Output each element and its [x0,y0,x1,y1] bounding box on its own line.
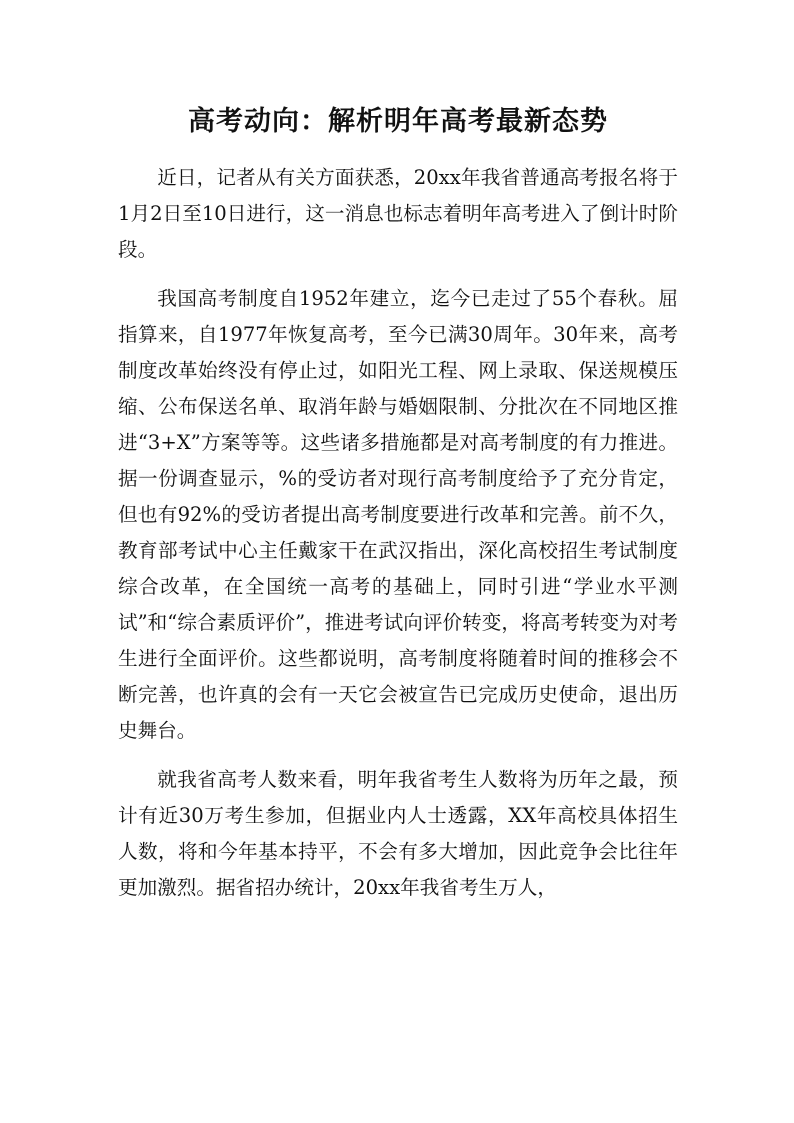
paragraph-registration: 近日，记者从有关方面获悉，20xx年我省普通高考报名将于1月2日至10日进行，这一消息也标志着明年高考进入了倒计时阶段。 [118,166,678,261]
document-title: 高考动向：解析明年高考最新态势 [188,106,608,137]
paragraph-candidate-numbers: 就我省高考人数来看，明年我省考生人数将为历年之最，预计有近30万考生参加，但据业内人士透露，XX年高校具体招生人数，将和今年基本持平，不会有多大增加，因此竞争会比往年更加激烈。据省招办统计，20xx年我省考生万人， [118,768,678,899]
document-page [118,100,678,919]
paragraph-exam-history: 我国高考制度自1952年建立，迄今已走过了55个春秋。屈指算来，自1977年恢复高考，至今已满30周年。30年来，高考制度改革始终没有停止过，如阳光工程、网上录取、保送规模压缩、公布保送名单、取消年龄与婚姻限制、分批次在不同地区推进“3+X”方案等等。这些诸多措施都是对高考制度的有力推进。据一份调查显示，%的受访者对现行高考制度给予了充分肯定，但也有92%的受访者提出高考制度要进行改革和完善。前不久，教育部考试中心主任戴家干在武汉指出，深化高校招生考试制度综合改革，在全国统一高考的基础上，同时引进“学业水平测试”和“综合素质评价”，推进考试向评价转变，将高考转变为对考生进行全面评价。这些都说明，高考制度将随着时间的推移会不断完善，也许真的会有一天它会被宣告已完成历史使命，退出历史舞台。 [118,287,678,742]
